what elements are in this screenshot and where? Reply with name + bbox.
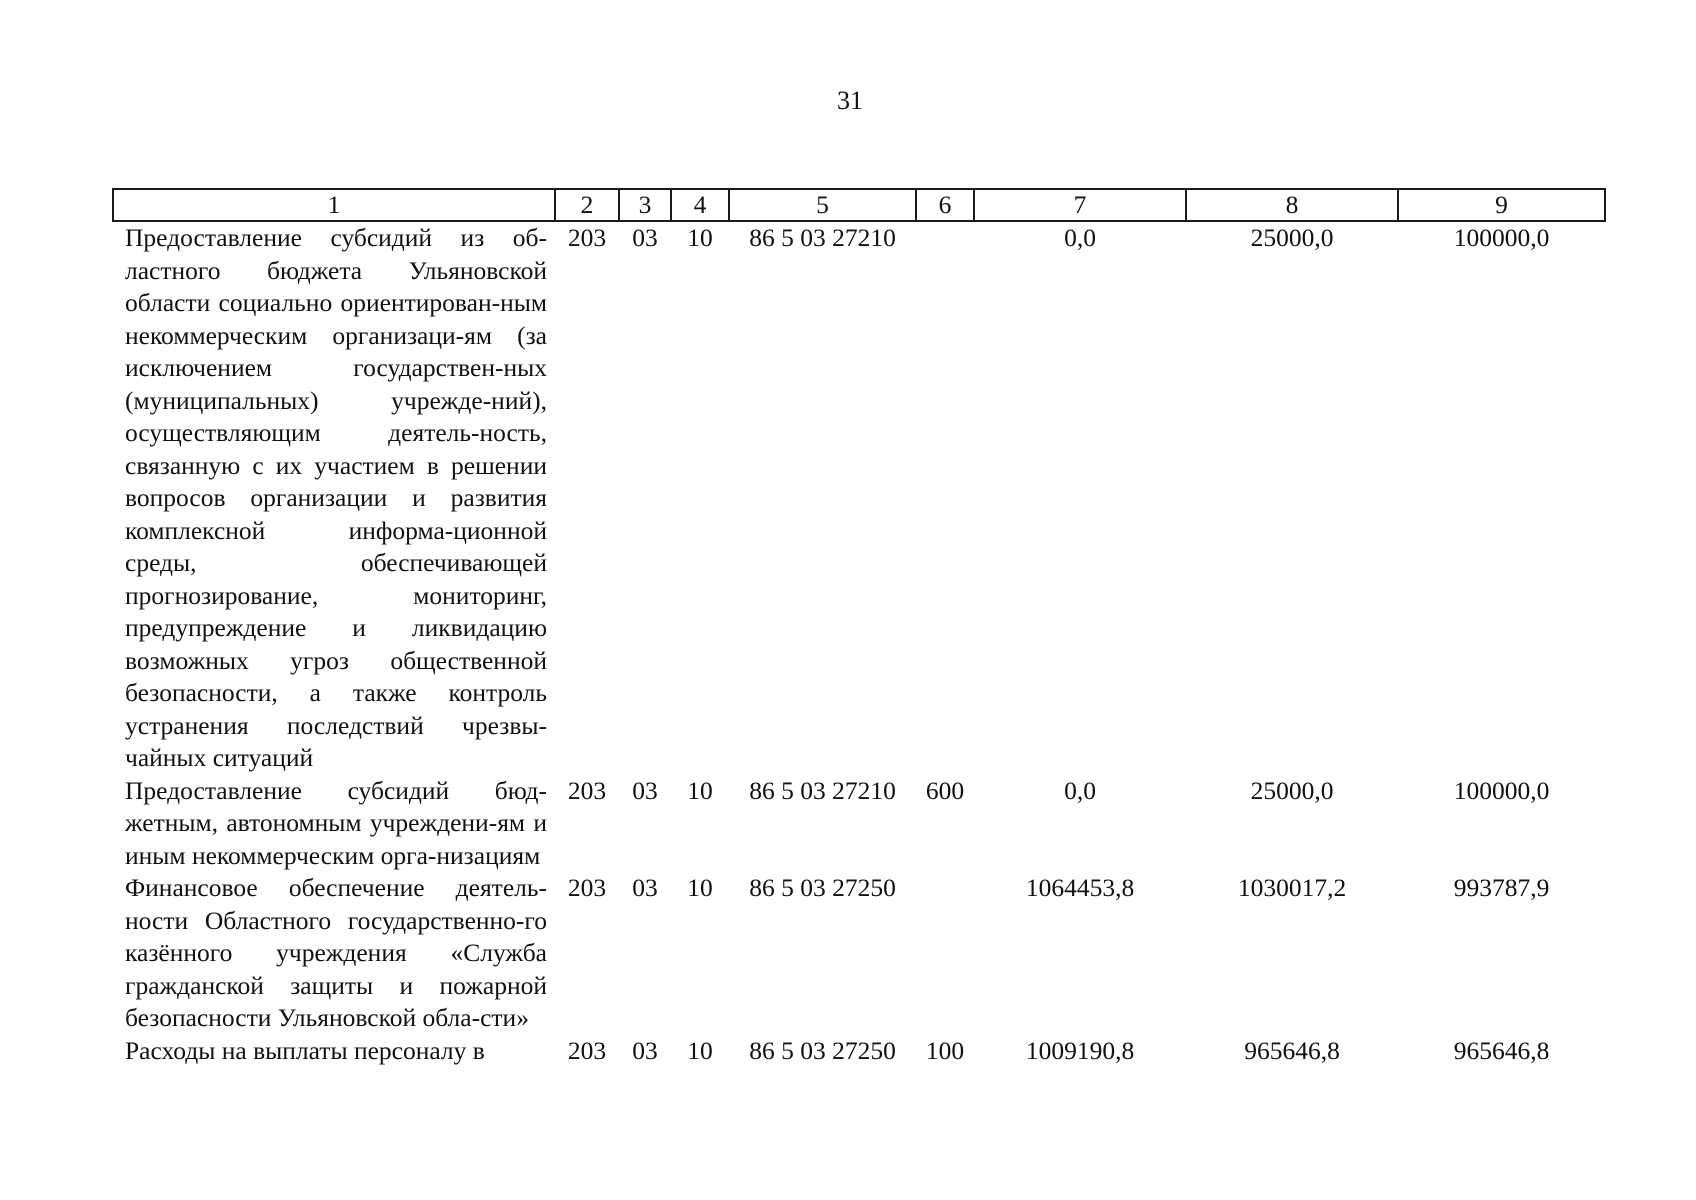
row-code-section: 03 <box>632 873 658 902</box>
row-amount-col-7: 0,0 <box>1064 775 1096 805</box>
row-amount-col-8: 965646,8 <box>1244 1035 1340 1065</box>
row-code-subsection: 10 <box>687 1035 713 1065</box>
table-row <box>113 1035 1605 1068</box>
header-col-6: 6 <box>916 189 974 221</box>
row-code-admin: 203 <box>567 223 607 252</box>
row-amount-col-8: 25000,0 <box>1250 223 1334 252</box>
header-col-1: 1 <box>113 189 555 221</box>
row-code-admin: 203 <box>567 873 607 902</box>
table-row <box>113 872 1605 1035</box>
row-code-expense-type <box>916 872 974 1035</box>
header-col-8: 8 <box>1186 189 1398 221</box>
row-code-target: 86 5 03 27210 <box>749 775 896 805</box>
row-amount-col-9: 993787,9 <box>1453 873 1550 902</box>
row-code-target: 86 5 03 27210 <box>749 223 896 252</box>
header-col-2: 2 <box>555 189 619 221</box>
header-col-5: 5 <box>729 189 916 221</box>
row-code-admin: 203 <box>567 775 607 805</box>
row-code-section: 03 <box>632 1035 658 1065</box>
row-amount-col-9: 965646,8 <box>1453 1035 1550 1065</box>
row-code-expense-type <box>916 221 974 775</box>
column-number-header <box>113 189 1605 221</box>
row-code-target: 86 5 03 27250 <box>749 873 896 902</box>
row-code-section: 03 <box>632 775 658 805</box>
row-code-expense-type: 100 <box>925 1035 965 1065</box>
row-code-target: 86 5 03 27250 <box>749 1035 896 1065</box>
row-amount-col-9: 100000,0 <box>1453 223 1550 252</box>
row-description: Расходы на выплаты персоналу в <box>125 1035 485 1065</box>
row-description: Предоставление субсидий из об-ластного бюджета Ульяновской области социально ориентирован-ным некоммерческим организаци-ям (за исключением государствен-ных (муниципальных) учрежде-ний), осуществляющим деятель-ность, связанную с их участием в решении вопросов организации и развития комплексной информа-ционной среды, обеспечивающей прогнозирование, мониторинг, предупреждение и ликвидацию возможных угроз общественной безопасности, а также контроль устранения последствий чрезвы-чайных ситуаций <box>125 223 547 772</box>
row-amount-col-8: 1030017,2 <box>1237 873 1347 902</box>
row-code-subsection: 10 <box>687 775 713 805</box>
row-description: Финансовое обеспечение деятель-ности Областного государственно-го казённого учреждения «Служба гражданской защиты и пожарной безопасности Ульяновской обла-сти» <box>125 873 547 1032</box>
row-code-admin: 203 <box>567 1035 607 1065</box>
table-row <box>113 775 1605 873</box>
row-code-section: 03 <box>632 223 658 252</box>
row-description: Предоставление субсидий бюд-жетным, автономным учреждени-ям и иным некоммерческим орга-низациям <box>125 775 547 870</box>
row-amount-col-7: 1009190,8 <box>1025 1035 1135 1065</box>
row-amount-col-7: 1064453,8 <box>1025 873 1135 902</box>
row-code-subsection: 10 <box>687 873 713 902</box>
header-col-9: 9 <box>1398 189 1605 221</box>
row-amount-col-8: 25000,0 <box>1250 775 1334 805</box>
budget-table <box>112 188 1606 1067</box>
row-amount-col-7: 0,0 <box>1064 223 1096 252</box>
table-row <box>113 221 1605 775</box>
row-amount-col-9: 100000,0 <box>1453 775 1550 805</box>
header-col-3: 3 <box>619 189 671 221</box>
row-code-expense-type: 600 <box>925 775 965 805</box>
header-col-4: 4 <box>671 189 729 221</box>
row-code-subsection: 10 <box>687 223 713 252</box>
page-number: 31 <box>837 86 863 115</box>
header-col-7: 7 <box>974 189 1186 221</box>
